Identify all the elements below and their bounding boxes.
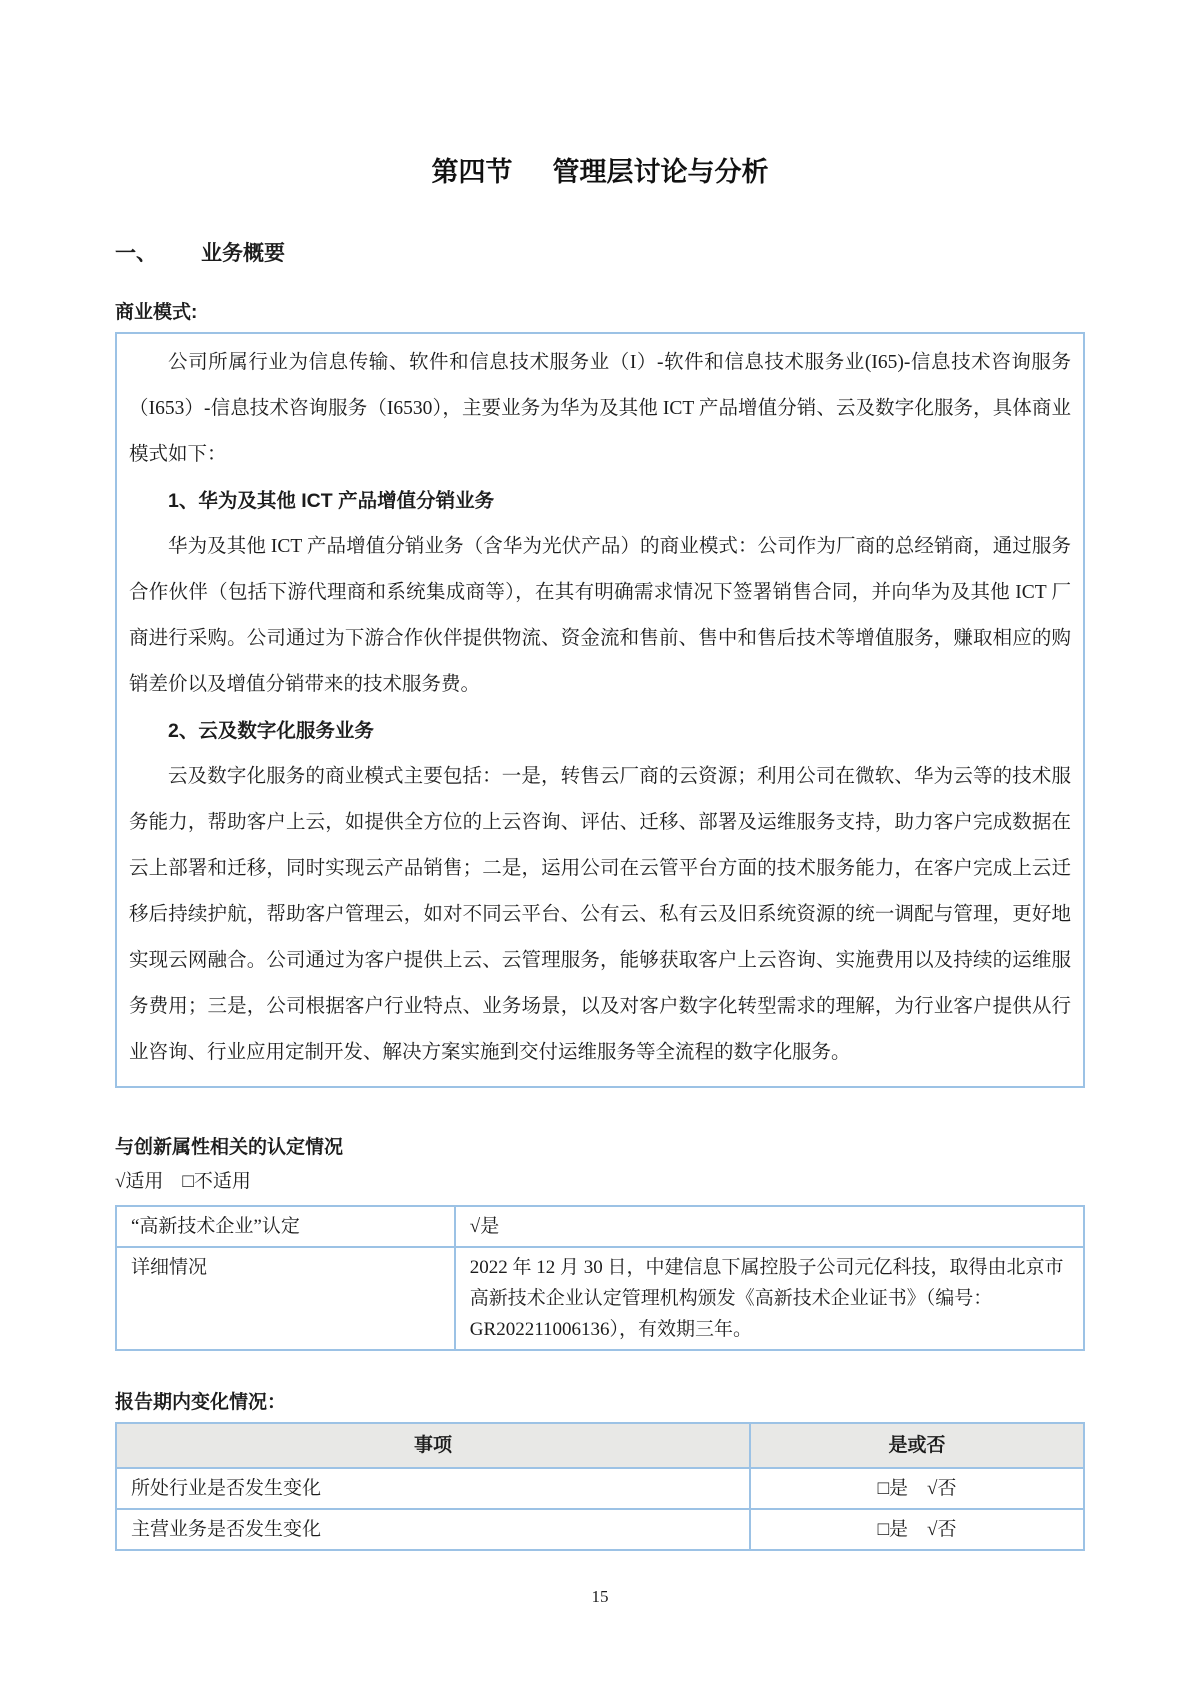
- business-model-subheading-1: 1、华为及其他 ICT 产品增值分销业务: [168, 490, 495, 512]
- applicability-checkline: √适用 □不适用: [115, 1171, 251, 1192]
- section-number: 一、: [115, 242, 157, 265]
- table-header-row: [116, 1423, 1084, 1468]
- title-section-number: 第四节: [431, 157, 513, 187]
- section-heading: [115, 237, 1085, 267]
- table-row: [116, 1468, 1084, 1509]
- innovation-table: [115, 1205, 1085, 1351]
- changes-header-yesno: 是或否: [750, 1423, 1084, 1468]
- changes-row1-answer: □是 √否: [750, 1468, 1084, 1509]
- table-row: [116, 1509, 1084, 1550]
- changes-table: [115, 1422, 1085, 1551]
- page-title: [115, 150, 1085, 189]
- page-number: 15: [591, 1587, 609, 1606]
- business-model-label: 商业模式:: [115, 302, 198, 323]
- innovation-heading: 与创新属性相关的认定情况: [115, 1137, 344, 1158]
- innovation-row1-value: √是: [455, 1206, 1084, 1247]
- business-model-subheading-2: 2、云及数字化服务业务: [168, 720, 374, 742]
- changes-row2-answer: □是 √否: [750, 1509, 1084, 1550]
- title-text: 管理层讨论与分析: [552, 157, 769, 187]
- changes-row1-item: 所处行业是否发生变化: [116, 1468, 750, 1509]
- changes-heading: 报告期内变化情况：: [115, 1392, 287, 1413]
- innovation-row2-label: 详细情况: [116, 1247, 455, 1350]
- innovation-row2-value: 2022 年 12 月 30 日，中建信息下属控股子公司元亿科技，取得由北京市高新技术企业认定管理机构颁发《高新技术企业证书》（编号：GR202211006136），有效期三年。: [455, 1247, 1084, 1350]
- business-model-paragraph-3: 云及数字化服务的商业模式主要包括：一是，转售云厂商的云资源；利用公司在微软、华为云等的技术服务能力，帮助客户上云，如提供全方位的上云咨询、评估、迁移、部署及运维服务支持，助力客户完成数据在云上部署和迁移，同时实现云产品销售；二是，运用公司在云管平台方面的技术服务能力，在客户完成上云迁移后持续护航，帮助客户管理云，如对不同云平台、公有云、私有云及旧系统资源的统一调配与管理，更好地实现云网融合。公司通过为客户提供上云、云管理服务，能够获取客户上云咨询、实施费用以及持续的运维服务费用；三是，公司根据客户行业特点、业务场景，以及对客户数字化转型需求的理解，为行业客户提供从行业咨询、行业应用定制开发、解决方案实施到交付运维服务等全流程的数字化服务。: [129, 766, 1071, 1063]
- business-model-box: [115, 332, 1085, 1088]
- table-row: [116, 1206, 1084, 1247]
- table-row: [116, 1247, 1084, 1350]
- innovation-row1-label: “高新技术企业”认定: [116, 1206, 455, 1247]
- changes-header-item: 事项: [116, 1423, 750, 1468]
- business-model-paragraph-1: 公司所属行业为信息传输、软件和信息技术服务业（I）-软件和信息技术服务业(I65)-信息技术咨询服务（I653）-信息技术咨询服务（I6530），主要业务为华为及其他 ICT 产品增值分销、云及数字化服务，具体商业模式如下：: [129, 352, 1071, 465]
- section-title: 业务概要: [201, 242, 285, 265]
- changes-row2-item: 主营业务是否发生变化: [116, 1509, 750, 1550]
- business-model-paragraph-2: 华为及其他 ICT 产品增值分销业务（含华为光伏产品）的商业模式：公司作为厂商的总经销商，通过服务合作伙伴（包括下游代理商和系统集成商等），在其有明确需求情况下签署销售合同，并向华为及其他 ICT 厂商进行采购。公司通过为下游合作伙伴提供物流、资金流和售前、售中和售后技术等增值服务，赚取相应的购销差价以及增值分销带来的技术服务费。: [129, 536, 1071, 695]
